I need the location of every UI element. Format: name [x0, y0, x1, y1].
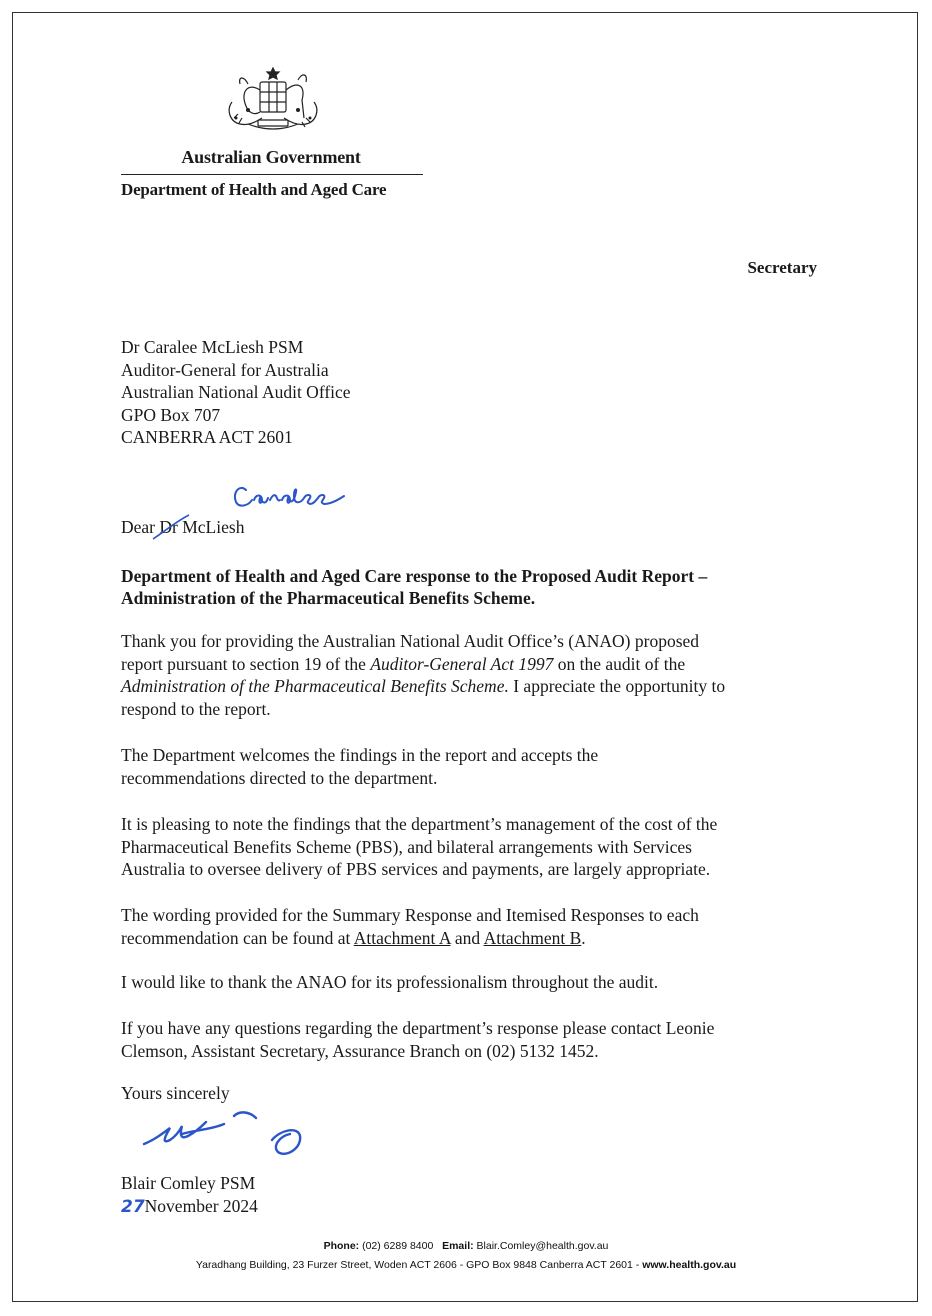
handwritten-day: 27	[121, 1196, 145, 1217]
body-paragraph-4: The wording provided for the Summary Response and Itemised Responses to each recommendation can be found at Attachment A and Attachment B.	[121, 905, 699, 948]
audit-title: Administration of the Pharmaceutical Benefits Scheme.	[121, 676, 509, 696]
body-paragraph-1: Thank you for providing the Australian National Audit Office’s (ANAO) proposed report pursuant to section 19 of the Auditor-General Act 1997 on the audit of the Administration of the Pharmaceutical Benefits Scheme. I appreciate the opportunity to respond to the report.	[121, 631, 726, 719]
body-paragraph-3: It is pleasing to note the findings that the department’s management of the cost of the Pharmaceutical Benefits Scheme (PBS), and bilateral arrangements with Services Australia to oversee delivery of PBS services and payments, are largely appropriate.	[121, 814, 718, 879]
act-title: Auditor-General Act 1997	[370, 653, 554, 674]
signatory-name: Blair Comley PSM	[121, 1173, 256, 1193]
body-paragraph-6: If you have any questions regarding the department’s response please contact Leonie Clemson, Assistant Secretary, Assurance Branch on (02) 5132 1452.	[121, 1018, 715, 1061]
handwritten-caralee-icon	[230, 478, 350, 514]
letter-subject: Department of Health and Aged Care response to the Proposed Audit Report – Administration of the Pharmaceutical Benefits Scheme.	[121, 566, 708, 608]
strike-through-icon	[151, 513, 191, 543]
address-line: GPO Box 707	[121, 404, 221, 425]
signatory	[121, 1172, 258, 1218]
salutation-name: McLiesh	[177, 517, 245, 537]
address-line: CANBERRA ACT 2601	[121, 427, 293, 447]
coat-of-arms-icon	[218, 62, 328, 140]
salutation	[121, 517, 244, 538]
recipient-address	[121, 336, 351, 449]
closing: Yours sincerely	[121, 1083, 230, 1103]
address-line: Australian National Audit Office	[121, 382, 351, 402]
body-paragraph-5: I would like to thank the ANAO for its professionalism throughout the audit.	[121, 972, 659, 992]
footer-website-link[interactable]: www.health.gov.au	[642, 1259, 737, 1271]
struck-title: Dr	[159, 517, 177, 537]
salutation-dear: Dear	[121, 517, 160, 537]
footer-phone: (02) 6289 8400	[359, 1240, 434, 1252]
body-paragraph-2: The Department welcomes the findings in the report and accepts the recommendations directed to the department.	[121, 745, 599, 788]
department-name: Department of Health and Aged Care	[121, 180, 387, 199]
government-name: Australian Government	[181, 147, 361, 167]
footer-email[interactable]: Blair.Comley@health.gov.au	[473, 1240, 609, 1252]
sender-role: Secretary	[747, 258, 817, 277]
signature-date: 27November 2024	[121, 1195, 258, 1217]
attachment-a-link[interactable]: Attachment A	[353, 927, 451, 948]
letterhead-divider	[121, 174, 423, 175]
attachment-b-link[interactable]: Attachment B	[483, 927, 582, 948]
footer-contact: Phone: (02) 6289 8400 Email: Blair.Comley@health.gov.au	[323, 1240, 609, 1252]
address-line: Dr Caralee McLiesh PSM	[121, 337, 304, 357]
footer-address: Yaradhang Building, 23 Furzer Street, Woden ACT 2606 - GPO Box 9848 Canberra ACT 2601 - www.health.gov.au	[195, 1259, 737, 1271]
address-line: Auditor-General for Australia	[121, 359, 329, 380]
signature-icon	[140, 1104, 310, 1164]
